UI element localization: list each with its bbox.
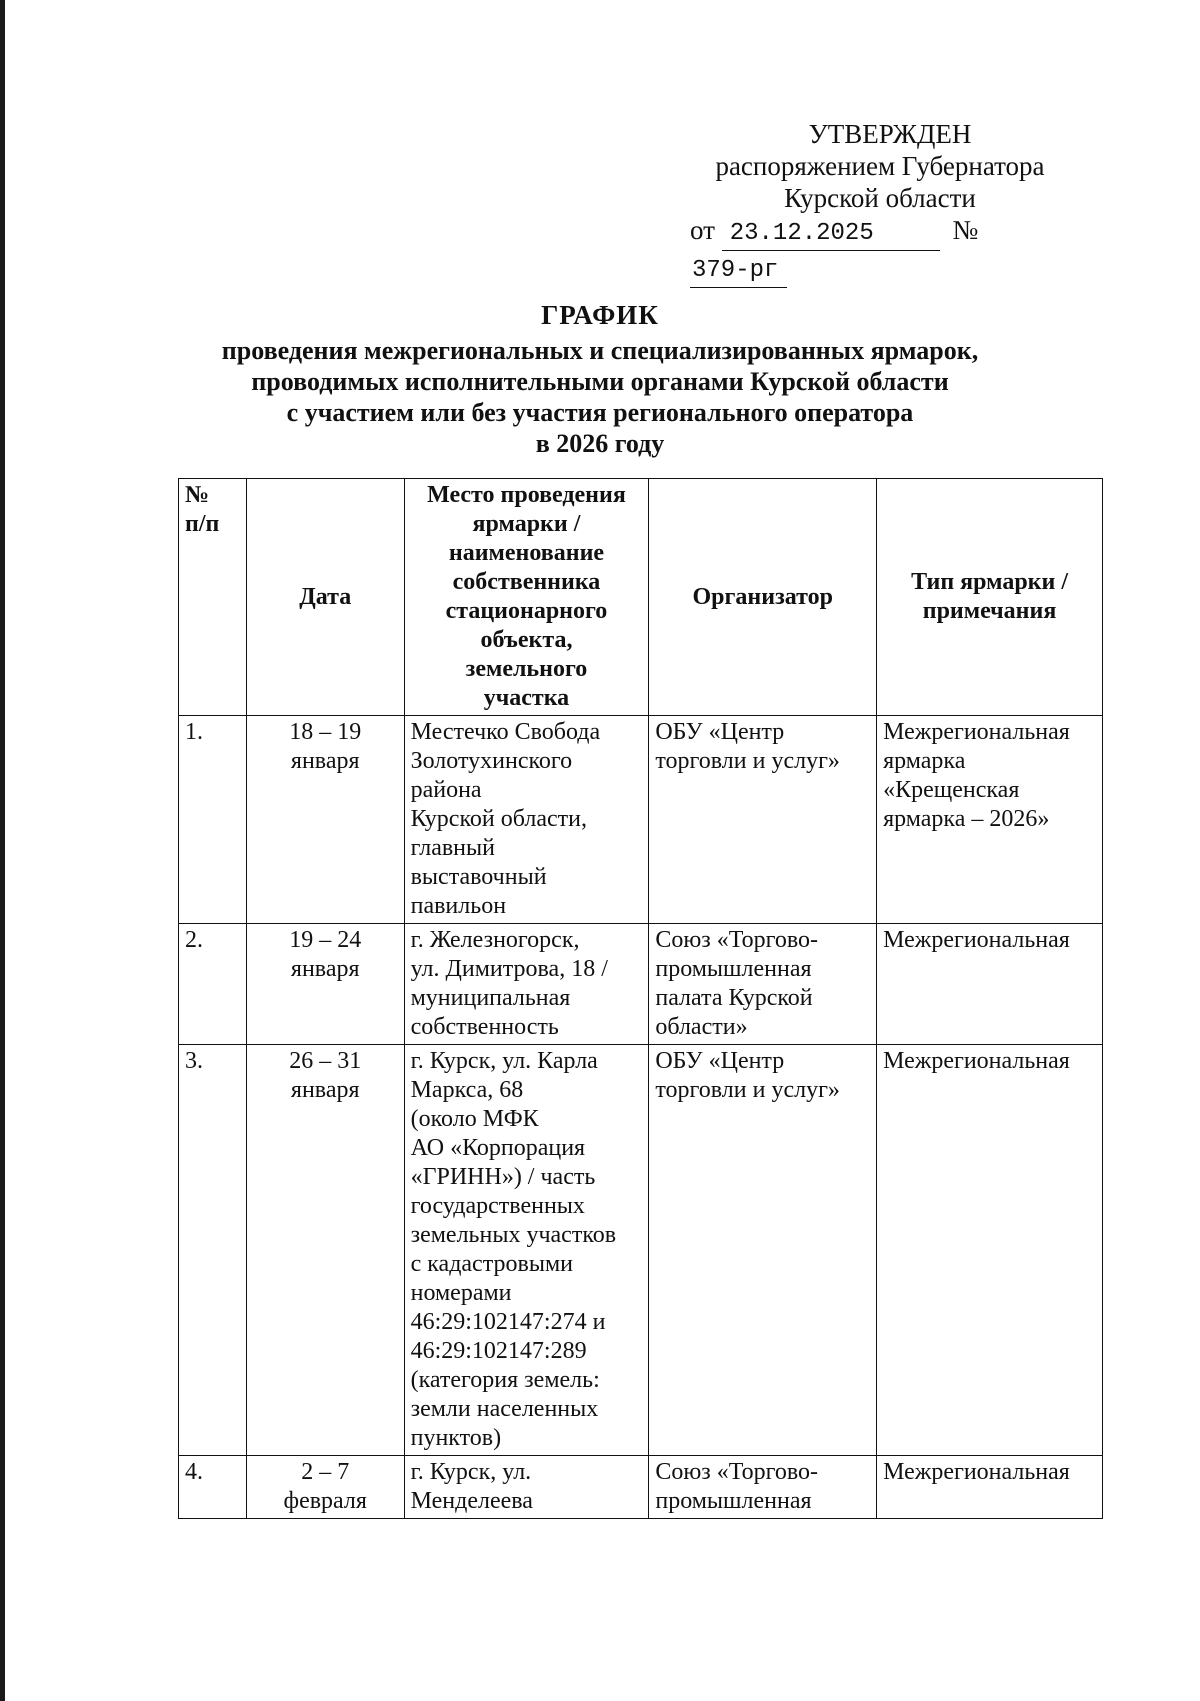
row-place-text: района bbox=[410, 777, 482, 803]
row-place-text: муниципальная bbox=[410, 985, 571, 1011]
header-text: № bbox=[185, 482, 210, 508]
approval-region: Курской области bbox=[784, 183, 976, 213]
header-text: Место проведения bbox=[427, 482, 626, 508]
table-row bbox=[179, 1456, 1103, 1519]
row-date-text: 26 – 31 bbox=[289, 1048, 362, 1074]
row-place-text: Маркса, 68 bbox=[410, 1077, 524, 1103]
header-text: собственника bbox=[452, 569, 601, 595]
header-text: стационарного bbox=[445, 598, 608, 624]
row-place-text: павильон bbox=[410, 893, 507, 919]
row-number: 1. bbox=[179, 716, 247, 924]
table-row bbox=[179, 716, 1103, 924]
row-date-text: января bbox=[290, 748, 360, 774]
header-text: земельного bbox=[465, 656, 588, 682]
row-type bbox=[877, 1456, 1103, 1519]
row-date bbox=[246, 1456, 404, 1519]
table-body bbox=[179, 716, 1103, 1519]
row-organizer-text: области» bbox=[655, 1014, 748, 1040]
header-text: п/п bbox=[185, 511, 220, 537]
row-type bbox=[877, 924, 1103, 1045]
table-header-row bbox=[179, 479, 1103, 716]
header-text: примечания bbox=[922, 598, 1057, 624]
title-line: проведения межрегиональных и специализированных ярмарок, bbox=[221, 336, 979, 365]
row-place-text: главный bbox=[410, 835, 495, 861]
from-label: от bbox=[690, 215, 715, 245]
header-text: наименование bbox=[448, 540, 605, 566]
row-place-text: АО «Корпорация bbox=[410, 1135, 586, 1161]
approval-number: 379-рг bbox=[690, 255, 787, 288]
title-line: в 2026 году bbox=[535, 429, 665, 458]
row-place bbox=[404, 1045, 649, 1456]
approval-title: УТВЕРЖДЕН bbox=[808, 119, 972, 149]
row-place-text: пунктов) bbox=[410, 1425, 502, 1451]
row-place-text: Курской области, bbox=[410, 806, 587, 832]
row-date-text: февраля bbox=[283, 1488, 367, 1514]
row-date-text: 2 – 7 bbox=[301, 1459, 350, 1485]
row-place-text: земельных участков bbox=[410, 1222, 617, 1248]
row-organizer bbox=[649, 1045, 877, 1456]
header-number bbox=[179, 479, 247, 716]
row-place-text: 46:29:102147:274 и bbox=[410, 1309, 606, 1335]
row-place-text: (категория земель: bbox=[410, 1367, 600, 1393]
header-text: ярмарки / bbox=[472, 511, 581, 537]
row-organizer bbox=[649, 924, 877, 1045]
row-date-text: января bbox=[290, 1077, 360, 1103]
row-type-text: ярмарка – 2026» bbox=[883, 806, 1050, 832]
row-date-text: января bbox=[290, 956, 360, 982]
row-place-text: Местечко Свобода bbox=[410, 719, 601, 745]
header-organizer bbox=[649, 479, 877, 716]
header-place bbox=[404, 479, 649, 716]
document-title bbox=[170, 300, 1030, 459]
row-place-text: (около МФК bbox=[410, 1106, 539, 1132]
row-date-text: 19 – 24 bbox=[289, 927, 362, 953]
row-type-text: Межрегиональная bbox=[883, 1459, 1070, 1485]
approval-date-number bbox=[690, 214, 1070, 288]
row-organizer-text: промышленная bbox=[655, 1488, 812, 1514]
header-type bbox=[877, 479, 1103, 716]
row-type-text: Межрегиональная bbox=[883, 1048, 1070, 1074]
row-type-text: ярмарка bbox=[883, 748, 966, 774]
row-place-text: Менделеева bbox=[410, 1488, 533, 1514]
fair-schedule-table bbox=[178, 478, 1103, 1519]
row-place-text: собственность bbox=[410, 1014, 559, 1040]
row-date bbox=[246, 1045, 404, 1456]
row-type bbox=[877, 1045, 1103, 1456]
row-organizer-text: Союз «Торгово- bbox=[655, 927, 819, 953]
table-row bbox=[179, 1045, 1103, 1456]
row-place-text: г. Курск, ул. Карла bbox=[410, 1048, 598, 1074]
row-place-text: г. Курск, ул. bbox=[410, 1459, 532, 1485]
row-type-text: «Крещенская bbox=[883, 777, 1020, 803]
row-organizer bbox=[649, 716, 877, 924]
header-date bbox=[246, 479, 404, 716]
title-line: с участием или без участия регионального оператора bbox=[286, 398, 914, 427]
row-place-text: Золотухинского bbox=[410, 748, 573, 774]
row-type bbox=[877, 716, 1103, 924]
row-place-text: государственных bbox=[410, 1193, 585, 1219]
approval-authority: распоряжением Губернатора bbox=[715, 151, 1045, 181]
approval-date: 23.12.2025 bbox=[722, 218, 940, 251]
row-place bbox=[404, 1456, 649, 1519]
row-place-text: 46:29:102147:289 bbox=[410, 1338, 587, 1364]
row-place-text: «ГРИНН») / часть bbox=[410, 1164, 596, 1190]
table-row bbox=[179, 924, 1103, 1045]
row-place bbox=[404, 924, 649, 1045]
row-organizer-text: торговли и услуг» bbox=[655, 748, 840, 774]
header-text: Тип ярмарки / bbox=[911, 569, 1068, 595]
row-organizer bbox=[649, 1456, 877, 1519]
scan-edge bbox=[0, 0, 5, 1701]
row-number: 2. bbox=[179, 924, 247, 1045]
header-text: участка bbox=[483, 685, 570, 711]
row-organizer-text: ОБУ «Центр bbox=[655, 719, 785, 745]
row-organizer-text: ОБУ «Центр bbox=[655, 1048, 785, 1074]
approval-stamp-block bbox=[690, 118, 1130, 288]
row-type-text: Межрегиональная bbox=[883, 719, 1070, 745]
row-place-text: г. Железногорск, bbox=[410, 927, 580, 953]
row-place-text: земли населенных bbox=[410, 1396, 599, 1422]
header-text: Организатор bbox=[692, 583, 833, 610]
row-place-text: ул. Димитрова, 18 / bbox=[410, 956, 608, 982]
row-place-text: номерами bbox=[410, 1280, 512, 1306]
row-place-text: выставочный bbox=[410, 864, 547, 890]
title-line: проводимых исполнительными органами Курской области bbox=[251, 367, 949, 396]
row-date bbox=[246, 716, 404, 924]
row-organizer-text: палата Курской bbox=[655, 985, 813, 1011]
row-date bbox=[246, 924, 404, 1045]
header-text: объекта, bbox=[480, 627, 573, 653]
row-number: 3. bbox=[179, 1045, 247, 1456]
row-place-text: с кадастровыми bbox=[410, 1251, 573, 1277]
row-type-text: Межрегиональная bbox=[883, 927, 1070, 953]
title-main: ГРАФИК bbox=[541, 300, 659, 330]
row-place bbox=[404, 716, 649, 924]
row-organizer-text: промышленная bbox=[655, 956, 812, 982]
row-number: 4. bbox=[179, 1456, 247, 1519]
row-date-text: 18 – 19 bbox=[289, 719, 362, 745]
number-label: № bbox=[952, 215, 979, 245]
row-organizer-text: торговли и услуг» bbox=[655, 1077, 840, 1103]
row-organizer-text: Союз «Торгово- bbox=[655, 1459, 819, 1485]
header-text: Дата bbox=[299, 583, 352, 610]
